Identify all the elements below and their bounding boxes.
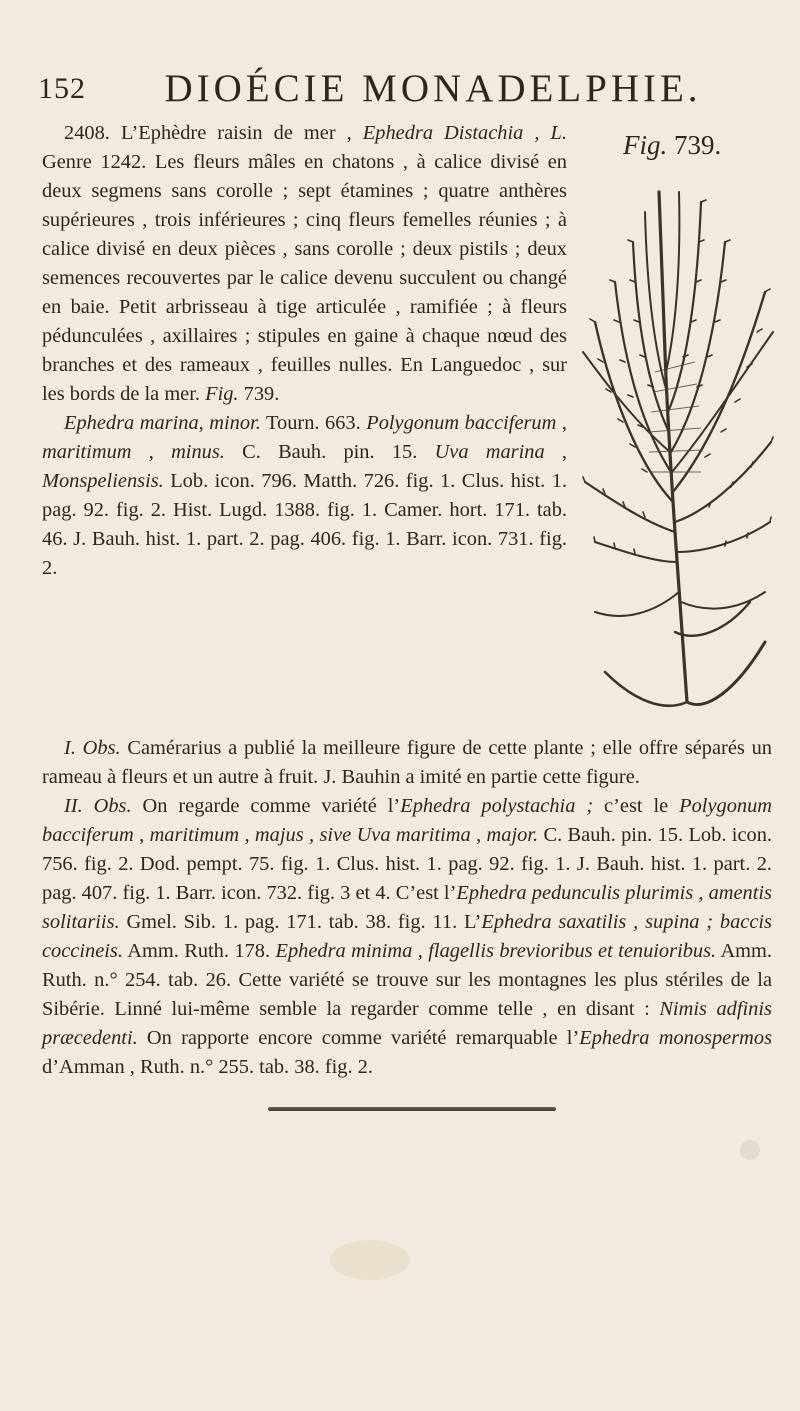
obs2-t7: Gmel. Sib. 1. pag. 171. tab. 38. fig. 11. L’: [119, 911, 482, 933]
observation-1: [42, 734, 772, 792]
figure-label-number: 739.: [674, 130, 722, 160]
syn-14: Lob. icon. 796. Matth. 726. fig. 1. Clus. hist. 1. pag. 92. fig. 2. Hist. Lugd. 1388. fig. 1. Camer. hort. 171. tab. 46. J. Bauh. hist. 1. part. 2. pag. 406. fig. 1. Barr. icon. 731. fig. 2.: [42, 470, 567, 579]
entry-fig-ref-number: 739.: [243, 383, 280, 405]
entry-number: 2408.: [64, 122, 110, 144]
running-head: [38, 66, 768, 116]
syn-8: ,: [131, 441, 172, 463]
figure-label: [623, 130, 721, 161]
obs2-t14: Ephedra monospermos: [579, 1027, 773, 1049]
observations-block: [42, 734, 772, 1082]
obs1-text: Camérarius a publié la meilleure figure de cette plante ; elle offre séparés un rameau à fleurs et un autre à fruit. J. Bauhin a imité en partie cette figure.: [42, 737, 772, 788]
syn-2: ,: [198, 412, 210, 434]
end-rule: [268, 1107, 556, 1111]
syn-5: Polygonum bacciferum: [366, 412, 557, 434]
obs2-label: II. Obs.: [64, 795, 132, 817]
syn-4: Tourn. 663.: [260, 412, 367, 434]
obs2-t13: On rapporte encore comme variété remarquable l’: [137, 1027, 580, 1049]
syn-1: Ephedra marina: [64, 412, 199, 434]
obs2-t9: Amm. Ruth. 178.: [122, 940, 276, 962]
paper-stain: [330, 1240, 410, 1280]
obs2-t8: Ephedra saxatilis , supina ; baccis coccineis.: [42, 911, 772, 962]
obs2-t1: On regarde comme variété l’: [131, 795, 401, 817]
entry-author: , L.: [534, 122, 567, 144]
entry-common-name: L’Ephèdre raisin de mer ,: [120, 122, 352, 144]
entry-latin-name: Ephedra Distachia: [362, 122, 524, 144]
syn-7: maritimum: [42, 441, 132, 463]
obs2-t4: Polygonum bacciferum , maritimum , majus , sive Uva maritima , major.: [42, 795, 773, 846]
entry-fig-ref-label: Fig.: [205, 383, 239, 405]
entry-text-column: [42, 119, 567, 583]
obs2-t2: Ephedra polystachia ;: [400, 795, 594, 817]
syn-11: Uva marina: [434, 441, 545, 463]
figure-label-prefix: Fig.: [623, 130, 668, 160]
paper-stain: [740, 1140, 760, 1160]
syn-10: C. Bauh. pin. 15.: [224, 441, 435, 463]
synonymy-paragraph: [42, 409, 567, 583]
entry-description: Les fleurs mâles en chatons , à calice divisé en deux segmens sans corolle ; sept étamines ; quatre anthères supérieures , trois inférieures ; cinq fleurs femelles réunies ; à calice divisé en deux pièces , sans corolle ; deux pistils ; deux semences recouvertes par le calice devenu succulent ou changé en baie. Petit arbrisseau à tige articulée , ramifiée ; à fleurs pédunculées , axillaires ; stipules en gaine à chaque nœud des branches et des rameaux , feuilles nulles. En Languedoc , sur les bords de la mer.: [42, 151, 567, 405]
syn-9: minus.: [171, 441, 225, 463]
obs2-t15: d’Amman , Ruth. n.° 255. tab. 38. fig. 2.: [42, 1056, 373, 1078]
ephedra-illustration: [575, 172, 775, 732]
obs1-label: I. Obs.: [64, 737, 121, 759]
obs2-t5: C. Bauh. pin. 15. Lob. icon. 756. fig. 2. Dod. pempt. 75. fig. 1. Clus. hist. 1. pag. 92. fig. 1. J. Bauh. hist. 1. part. 2. pag. 407. fig. 1. Barr. icon. 732. fig. 3 et 4. C’est l’: [42, 824, 772, 904]
obs2-t3: c’est le: [593, 795, 680, 817]
syn-6: ,: [556, 412, 567, 434]
obs2-t10: Ephedra minima , flagellis brevioribus et tenuioribus.: [275, 940, 717, 962]
page-number: 152: [38, 72, 86, 105]
observation-2: [42, 792, 772, 1082]
syn-12: ,: [544, 441, 568, 463]
obs2-t12: Nimis adfinis præcedenti.: [42, 998, 772, 1049]
obs2-t11: Amm. Ruth. n.° 254. tab. 26. Cette variété se trouve sur les montagnes les plus stériles de la Sibérie. Linné lui-même semble la regarder comme telle , en disant :: [42, 940, 772, 1020]
obs2-t6: Ephedra pedunculis plurimis , amentis solitariis.: [42, 882, 772, 933]
syn-13: Monspeliensis.: [42, 470, 164, 492]
entry-genus-ref: Genre 1242.: [42, 151, 147, 173]
entry-paragraph: [42, 119, 567, 409]
syn-3: minor.: [209, 412, 261, 434]
section-title: DIOÉCIE MONADELPHIE.: [164, 67, 702, 110]
